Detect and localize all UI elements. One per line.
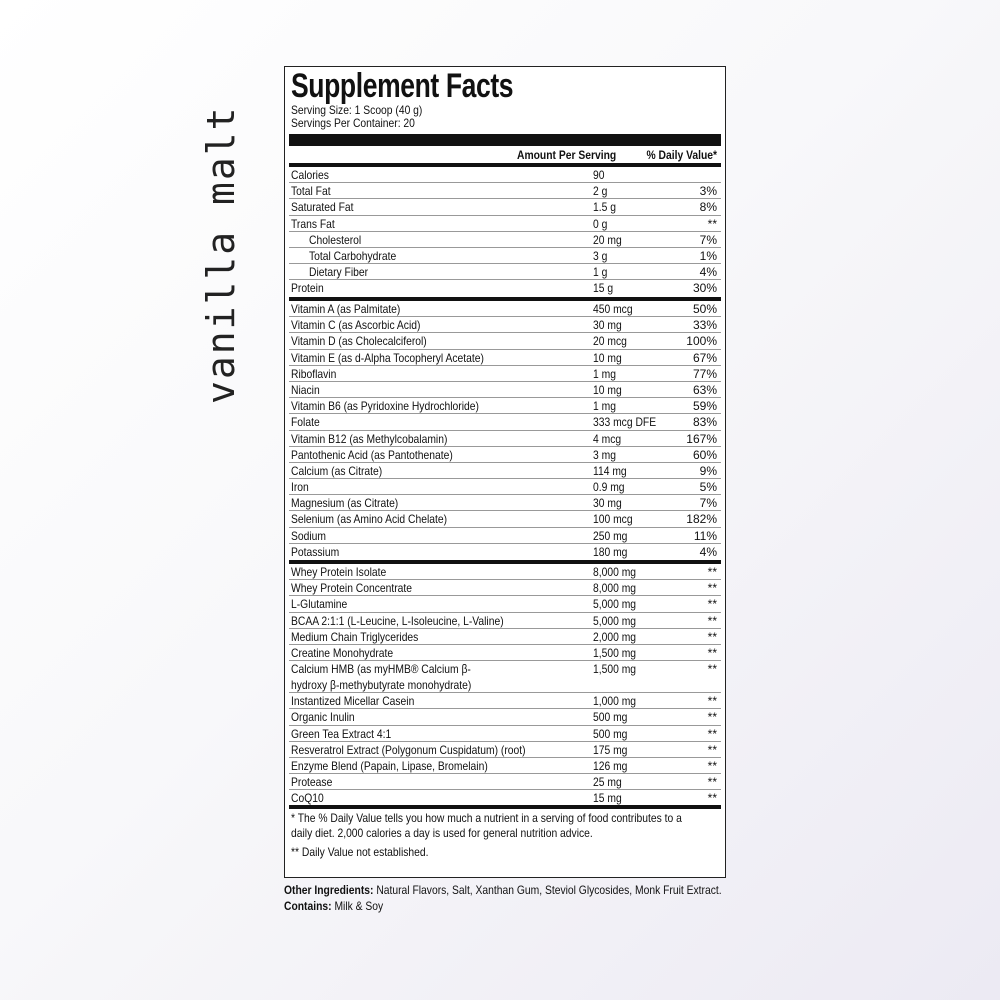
nutrient-row [289,645,721,661]
nutrient-name: Niacin [291,382,320,397]
nutrient-daily-value: 50% [692,302,717,316]
dv-header: % Daily Value* [646,148,717,162]
nutrient-daily-value: 30% [692,281,717,296]
nutrient-row [289,790,721,806]
nutrient-row [289,167,721,183]
nutrient-name: Whey Protein Isolate [291,565,387,579]
nutrient-amount: 10 mg [593,382,622,397]
nutrient-name: Iron [291,480,309,495]
nutrient-amount: 180 mg [593,544,628,559]
nutrient-amount: 30 mg [593,318,622,333]
servings-per-container: Servings Per Container: 20 [291,116,415,130]
nutrient-row [289,511,721,527]
nutrient-amount: 20 mg [593,232,622,247]
nutrient-name: Vitamin C (as Ascorbic Acid) [291,318,421,333]
contains-text: Milk & Soy [331,899,384,913]
nutrient-name: Vitamin E (as d-Alpha Tocopheryl Acetate) [291,350,484,365]
nutrient-amount: 8,000 mg [593,581,637,596]
nutrient-amount: 10 mg [593,350,622,365]
nutrient-daily-value: ** [707,662,717,677]
nutrient-daily-value: ** [707,581,717,596]
footnotes [291,811,711,860]
nutrient-row [289,301,721,317]
nutrient-amount: 1,500 mg [593,645,637,660]
nutrient-amount: 1,500 mg [593,662,637,677]
other-ingredients-label: Other Ingredients: [284,883,374,897]
nutrient-amount: 114 mg [593,463,627,478]
nutrient-name: Cholesterol [309,232,362,247]
nutrient-row [289,280,721,296]
nutrient-amount: 5,000 mg [593,597,637,612]
nutrient-row [289,693,721,709]
nutrient-daily-value: 7% [699,232,717,247]
nutrient-row [289,479,721,495]
nutrient-daily-value: ** [707,613,717,628]
nutrient-row [289,580,721,596]
nutrient-daily-value: 1% [699,248,717,263]
thick-divider [289,134,721,146]
nutrient-daily-value: 4% [699,265,717,280]
nutrient-name: Trans Fat [291,216,335,231]
flavor-label: vanilla malt [199,105,243,404]
column-header [289,147,721,163]
nutrient-daily-value: 11% [693,528,717,543]
other-ingredients [284,882,734,914]
nutrient-amount: 1 mg [593,399,616,414]
nutrient-name: Vitamin D (as Cholecalciferol) [291,334,427,349]
nutrient-row [289,183,721,199]
nutrient-name: Total Fat [291,184,331,199]
nutrient-name: Folate [291,415,320,430]
nutrient-row [289,758,721,774]
nutrient-daily-value: ** [707,775,717,790]
nutrient-name: Vitamin B12 (as Methylcobalamin) [291,431,448,446]
nutrient-amount: 3 g [593,248,608,263]
nutrient-name: Riboflavin [291,366,337,381]
contains-label: Contains: [284,899,332,913]
nutrient-daily-value: 8% [699,200,717,215]
vitamin-mineral-rows [289,301,721,560]
nutrient-amount: 250 mg [593,528,628,543]
serving-info [291,104,444,130]
nutrient-amount: 450 mcg [593,302,633,316]
nutrient-amount: 175 mg [593,742,628,757]
nutrient-amount: 1.5 g [593,200,616,215]
nutrient-row [289,544,721,560]
nutrient-amount: 1 g [593,265,608,280]
nutrient-row [289,382,721,398]
nutrient-amount: 1,000 mg [593,694,637,709]
nutrient-row [289,216,721,232]
nutrient-name: Protein [291,281,324,296]
nutrient-amount: 2 g [593,184,608,199]
nutrient-name: Enzyme Blend (Papain, Lipase, Bromelain) [291,758,488,773]
nutrient-row [289,447,721,463]
nutrient-daily-value: 3% [699,184,717,199]
nutrient-name: Protease [291,775,333,790]
nutrient-amount: 8,000 mg [593,565,637,579]
nutrient-name: Green Tea Extract 4:1 [291,726,392,741]
nutrient-amount: 0 g [593,216,608,231]
nutrient-daily-value: ** [707,726,717,741]
nutrient-amount: 1 mg [593,366,616,381]
other-ingredients-text: Natural Flavors, Salt, Xanthan Gum, Steviol Glycosides, Monk Fruit Extract. [373,883,722,897]
nutrient-amount: 15 mg [593,791,622,806]
nutrient-row [289,366,721,382]
nutrient-row [289,495,721,511]
nutrient-daily-value: 100% [686,334,717,349]
divider-4 [289,805,721,809]
nutrient-name: Calcium HMB (as myHMB® Calcium β-hydroxy β-methybutyrate monohydrate) [291,662,472,693]
nutrient-name: Magnesium (as Citrate) [291,496,399,511]
nutrient-daily-value: 4% [699,544,717,559]
nutrient-row [289,564,721,580]
nutrient-name: Dietary Fiber [309,265,369,280]
nutrient-daily-value: 83% [692,415,717,430]
nutrient-daily-value: ** [707,791,717,806]
nutrient-row [289,333,721,349]
nutrient-amount: 30 mg [593,496,622,511]
nutrient-daily-value: 77% [692,366,717,381]
nutrient-row [289,596,721,612]
nutrient-row [289,661,721,693]
nutrient-row [289,726,721,742]
nutrient-name: Calcium (as Citrate) [291,463,383,478]
nutrient-daily-value: 59% [692,399,717,414]
nutrient-daily-value: ** [707,758,717,773]
nutrient-amount: 25 mg [593,775,622,790]
nutrient-daily-value: ** [707,645,717,660]
macro-rows [289,167,721,297]
amount-header: Amount Per Serving [517,148,617,162]
nutrient-daily-value: ** [707,597,717,612]
nutrient-name: Vitamin B6 (as Pyridoxine Hydrochloride) [291,399,479,414]
nutrient-daily-value: ** [707,742,717,757]
nutrient-amount: 90 [593,168,605,182]
nutrient-row [289,350,721,366]
nutrient-row [289,629,721,645]
serving-size: Serving Size: 1 Scoop (40 g) [291,103,423,117]
ingredient-rows [289,564,721,806]
nutrient-row [289,613,721,629]
nutrient-amount: 333 mcg DFE [593,415,657,430]
nutrient-daily-value: 67% [692,350,717,365]
nutrient-name: Sodium [291,528,326,543]
nutrient-daily-value: ** [707,565,717,579]
nutrient-name: BCAA 2:1:1 (L-Leucine, L-Isoleucine, L-Valine) [291,613,504,628]
nutrient-daily-value: ** [707,710,717,725]
nutrient-daily-value: 182% [686,512,717,527]
nutrient-daily-value: ** [707,216,717,231]
nutrient-daily-value: 9% [699,463,717,478]
nutrient-amount: 2,000 mg [593,629,637,644]
nutrient-amount: 3 mg [593,447,616,462]
nutrient-row [289,264,721,280]
nutrient-name: Vitamin A (as Palmitate) [291,302,401,316]
nutrient-row [289,709,721,725]
nutrient-daily-value: 60% [692,447,717,462]
nutrient-amount: 20 mcg [593,334,627,349]
nutrient-name: Resveratrol Extract (Polygonum Cuspidatum) (root) [291,742,526,757]
nutrient-row [289,317,721,333]
nutrient-amount: 0.9 mg [593,480,625,495]
footnote-not-established: ** Daily Value not established. [291,845,429,859]
nutrient-name: Potassium [291,544,340,559]
nutrient-row [289,414,721,430]
nutrient-name: Whey Protein Concentrate [291,581,413,596]
nutrient-amount: 126 mg [593,758,628,773]
panel-title: Supplement Facts [291,67,514,105]
nutrient-amount: 5,000 mg [593,613,637,628]
nutrient-row [289,463,721,479]
nutrient-daily-value: 63% [692,382,717,397]
nutrient-row [289,742,721,758]
nutrient-row [289,199,721,215]
nutrient-name: Pantothenic Acid (as Pantothenate) [291,447,453,462]
nutrient-amount: 15 g [593,281,614,296]
nutrient-daily-value: 167% [686,431,717,446]
nutrient-name: Medium Chain Triglycerides [291,629,419,644]
nutrient-name: Instantized Micellar Casein [291,694,415,709]
nutrient-row [289,431,721,447]
nutrient-name: Calories [291,168,329,182]
nutrient-name: CoQ10 [291,791,324,806]
nutrient-row [289,232,721,248]
nutrient-daily-value: ** [707,694,717,709]
nutrient-name: Total Carbohydrate [309,248,397,263]
nutrient-amount: 100 mcg [593,512,633,527]
nutrient-amount: 500 mg [593,726,628,741]
nutrient-name: Saturated Fat [291,200,354,215]
nutrient-amount: 500 mg [593,710,628,725]
nutrient-name: Creatine Monohydrate [291,645,394,660]
nutrient-row [289,528,721,544]
nutrient-row [289,774,721,790]
nutrient-row [289,398,721,414]
nutrient-amount: 4 mcg [593,431,622,446]
nutrient-daily-value: 5% [699,480,717,495]
nutrient-daily-value: ** [707,629,717,644]
nutrient-daily-value: 7% [699,496,717,511]
nutrient-name: Organic Inulin [291,710,355,725]
nutrient-row [289,248,721,264]
nutrient-daily-value: 33% [692,318,717,333]
supplement-facts-panel [284,66,726,878]
nutrient-name: L-Glutamine [291,597,348,612]
footnote-daily-value: * The % Daily Value tells you how much a nutrient in a serving of food contributes to a daily diet. 2,000 calories a day is used for general nutrition advice. [291,811,682,840]
nutrient-name: Selenium (as Amino Acid Chelate) [291,512,448,527]
